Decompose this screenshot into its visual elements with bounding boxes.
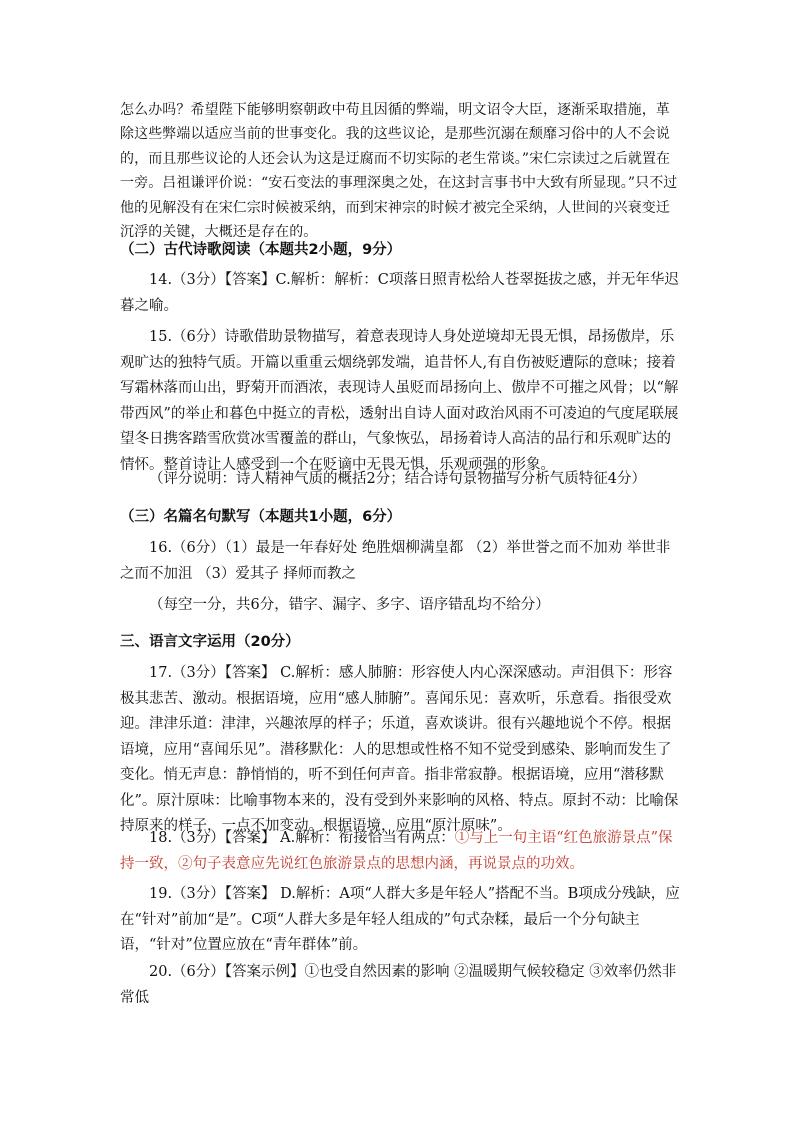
section-heading-dictation: （三）名篇名句默写（本题共1小题，6分）	[120, 509, 402, 525]
answer-q18-text: 18.（3分）【答案】 A.解析：衔接恰当有两点：	[149, 830, 455, 846]
answer-q18	[120, 826, 680, 877]
intro-paragraph: 怎么办吗？希望陛下能够明察朝政中苟且因循的弊端，明文诏令大臣，逐渐采取措施，革除这些弊端以适应当前的世事变化。我的这些议论，是那些沉溺在颓靡习俗中的人不会说的，而且那些议论的人还会认为这是迂腐而不切实际的老生常谈。”宋仁宗读过之后就置在一旁。吕祖谦评价说：“安石变法的事理深奥之处，在这封言事书中大致有所显现。”只不过他的见解没有在宋仁宗时候被采纳，而到宋神宗的时候才被完全采纳，人世间的兴衰变迁沉浮的关键，大概还是存在的。	[120, 102, 678, 241]
answer-q14: 14.（3分）【答案】C.解析：解析：C项落日照青松给人苍翠挺拔之感，并无年华迟暮之喻。	[120, 272, 679, 314]
scoring-note-q15: （评分说明：诗人精神气质的概括2分；结合诗句景物描写分析气质特征4分）	[149, 471, 646, 487]
scoring-note-q16: （每空一分，共6分，错字、漏字、多字、语序错乱均不给分）	[149, 597, 550, 613]
answer-q17: 17.（3分）【答案】 C.解析：感人肺腑：形容使人内心深深感动。声泪俱下：形容极其悲苦、激动。根据语境，应用“感人肺腑”。喜闻乐见：喜欢听，乐意看。指很受欢迎。津津乐道：津津，兴趣浓厚的样子；乐道，喜欢谈讲。很有兴趣地说个不停。根据语境，应用“喜闻乐见”。潜移默化：人的思想或性格不知不觉受到感染、影响而发生了变化。悄无声息：静悄悄的，听不到任何声音。指非常寂静。根据语境，应用“潜移默化”。原汁原味：比喻事物本来的，没有受到外来影响的风格、特点。原封不动：比喻保持原来的样子，一点不加变动。根据语境，应用“原汁原味”。	[120, 665, 679, 834]
section-heading-language: 三、语言文字运用（20分）	[120, 634, 300, 650]
answer-q18-highlight: ①与上一句主语“红色旅游景点”保持一致，②句子表意应先说红色旅游景点的思想内涵，再说景点的功效。	[120, 830, 673, 872]
answer-q20: 20.（6分）【答案示例】①也受自然因素的影响 ②温暖期气候较稳定 ③效率仍然非常低	[120, 964, 677, 1006]
section-heading-poetry: （二）古代诗歌阅读（本题共2小题，9分）	[120, 242, 402, 258]
answer-q19: 19.（3分）【答案】 D.解析：A项“人群大多是年轻人”搭配不当。B项成分残缺，应在“针对”前加“是”。C项“人群大多是年轻人组成的”句式杂糅，最后一个分句缺主语，“针对”位置应放在“青年群体”前。	[120, 886, 680, 953]
answer-q16: 16.（6分）（1）最是一年春好处 绝胜烟柳满皇都 （2）举世誉之而不加劝 举世非之而不加沮 （3）爱其子 择师而教之	[120, 540, 671, 582]
answer-q15: 15.（6分）诗歌借助景物描写，着意表现诗人身处逆境却无畏无惧，昂扬傲岸，乐观旷达的独特气质。开篇以重重云烟绕郭发端，追昔怀人,有自伤被贬遭际的意味；接着写霜林落而山出，野菊开而酒浓，表现诗人虽贬而昂扬向上、傲岸不可摧之风骨；以“解带西风”的举止和暮色中挺立的青松，透射出自诗人面对政治风雨不可凌迫的气度尾联展望冬日携客踏雪欣赏冰雪覆盖的群山，气象恢弘，昂扬着诗人高洁的品行和乐观旷达的情怀。整首诗让人感受到一个在贬谪中无畏无惧，乐观顽强的形象。	[120, 329, 679, 473]
